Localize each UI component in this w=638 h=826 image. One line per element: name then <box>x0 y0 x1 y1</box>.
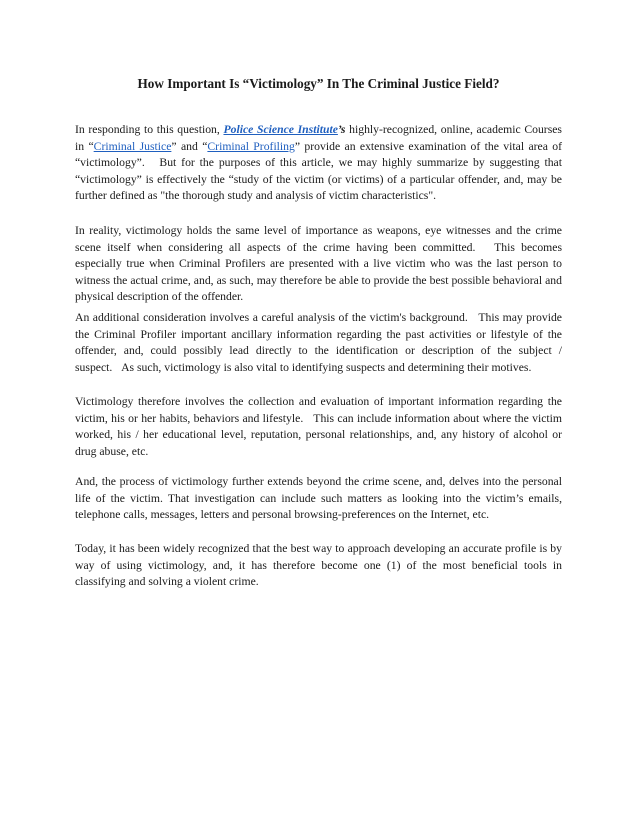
page-title: How Important Is “Victimology” In The Criminal Justice Field? <box>137 76 500 91</box>
paragraph-collection: Victimology therefore involves the collection and evaluation of important information regarding the victim, his or her habits, behaviors and lifestyle. This can include information about where the victim worked, his / her educational level, reputation, personal relationships, and, any history of alcohol or drug abuse, etc. <box>75 395 562 458</box>
police-science-institute-link[interactable]: Police Science Institute <box>223 123 338 136</box>
criminal-profiling-link[interactable]: Criminal Profiling <box>207 139 295 153</box>
paragraph-conclusion: Today, it has been widely recognized that the best way to approach developing an accurate profile is by way of using victimology, and, it has therefore become one (1) of the most beneficial tools in classifying and solving a violent crime. <box>75 542 562 589</box>
paragraph-process: And, the process of victimology further extends beyond the crime scene, and, delves into the personal life of the victim. That investigation can include such matters as looking into the victim’s emails, telephone calls, messages, letters and personal browsing-preferences on the Internet, etc. <box>75 475 562 522</box>
paragraph-background: An additional consideration involves a careful analysis of the victim's background. This may provide the Criminal Profiler important ancillary information regarding the past activities or lifestyle of the offender, and, could possibly lead directly to the identification or description of the subject / suspect. As such, victimology is also vital to identifying suspects and determining their motives. <box>75 311 562 374</box>
paragraph-intro <box>75 122 562 205</box>
possessive-suffix: ’s <box>337 123 346 136</box>
paragraph-intro-text-e: ” provide an extensive examination of the vital area of “victimology”. But for the purposes of this article, we may highly summarize by suggesting that “victimology” is effectively the “study of the victim (or victims) of a particular offender, and, may be further defined as "the thorough study and analysis of victim characteristics". <box>75 139 563 203</box>
criminal-justice-link[interactable]: Criminal Justice <box>93 139 172 153</box>
paragraph-intro-text-c: highly-recognized, online, academic Courses in “ <box>75 123 562 153</box>
paragraph-intro-text-a: In responding to this question, <box>75 123 224 136</box>
paragraph-intro-text-d: ” and “ <box>171 139 208 153</box>
paragraph-reality: In reality, victimology holds the same level of importance as weapons, eye witnesses and the crime scene itself when considering all aspects of the crime having been committed. This becomes especially true when Criminal Profilers are presented with a live victim who was the last person to witness the actual crime, and, as such, may therefore be able to provide the best possible behavioral and physical description of the offender. <box>75 224 562 304</box>
